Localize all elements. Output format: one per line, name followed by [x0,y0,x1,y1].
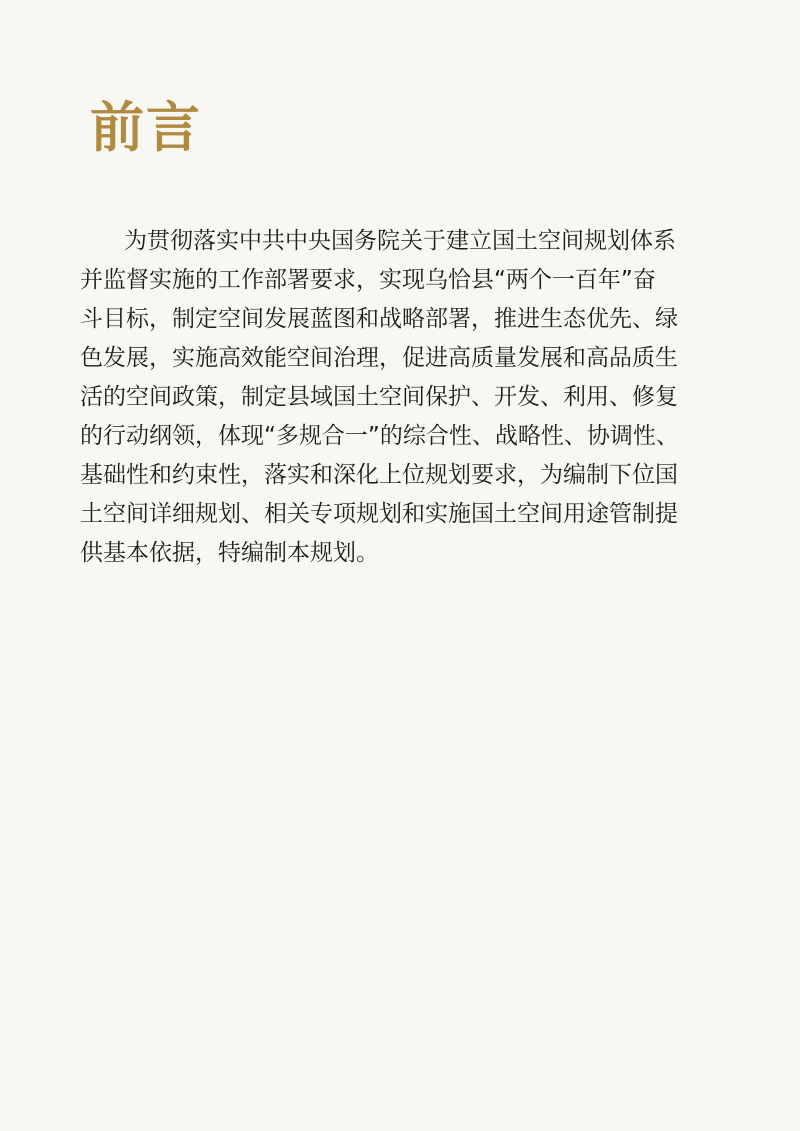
paragraph-line: 并监督实施的工作部署要求，实现乌恰县“两个一百年”奋 [80,267,656,293]
preface-paragraph [80,222,725,573]
paragraph-line: 土空间详细规划、相关专项规划和实施国土空间用途管制提 [80,501,678,527]
paragraph-line: 斗目标，制定空间发展蓝图和战略部署，推进生态优先、绿 [80,306,678,332]
paragraph-line: 的行动纲领，体现“多规合一”的综合性、战略性、协调性、 [80,423,679,449]
paragraph-line: 供基本依据，特编制本规划。 [80,540,379,566]
paragraph-line: 为贯彻落实中共中央国务院关于建立国土空间规划体系 [124,228,676,254]
page-title: 前言 [90,96,202,159]
paragraph-line: 基础性和约束性，落实和深化上位规划要求，为编制下位国 [80,462,678,488]
paragraph-line: 活的空间政策，制定县域国土空间保护、开发、利用、修复 [80,384,678,410]
paragraph-line: 色发展，实施高效能空间治理，促进高质量发展和高品质生 [80,345,678,371]
